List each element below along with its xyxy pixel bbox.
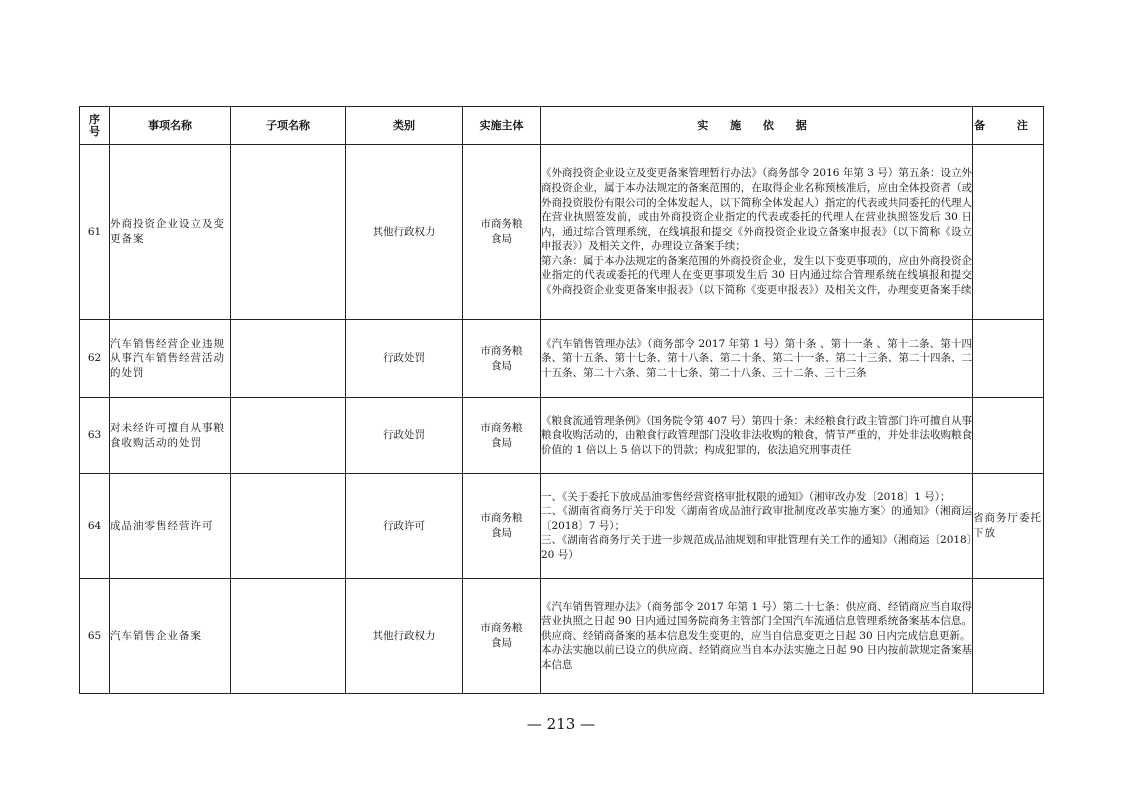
header-basis: 实 施 依 据	[541, 107, 973, 145]
row-type: 行政许可	[346, 474, 463, 579]
row-no: 61	[80, 145, 110, 320]
row-remark	[973, 320, 1044, 398]
row-org-text: 市商务粮食局	[480, 218, 523, 245]
header-name: 事项名称	[110, 107, 231, 145]
row-remark	[973, 579, 1044, 694]
row-sub	[231, 579, 346, 694]
row-org-text: 市商务粮食局	[480, 344, 523, 372]
row-org	[463, 398, 541, 474]
row-remark	[973, 398, 1044, 474]
row-type: 其他行政权力	[346, 579, 463, 694]
row-basis	[541, 320, 973, 398]
row-name: 成品油零售经营许可	[110, 474, 231, 579]
basis-paragraph: 三、《湖南省商务厅关于进一步规范成品油规划和审批管理有关工作的通知》（湘商运〔2018〕20 号）	[541, 534, 972, 561]
basis-paragraph: 《汽车销售管理办法》（商务部令 2017 年第 1 号）第十条 、第十一条 、第十二条、第十四条、第十五条、第十七条、第十八条、第二十条、第二十一条、第二十三条、第二十四条、二十五条、第二十六条、第二十七条、第二十八条、三十二条、三十三条	[541, 337, 972, 379]
header-no: 序号	[80, 107, 110, 145]
row-name: 对未经许可擅自从事粮食收购活动的处罚	[110, 398, 231, 474]
table-row	[80, 320, 1044, 398]
header-remark: 备 注	[973, 107, 1044, 145]
page-number: — 213 —	[526, 715, 596, 733]
row-type: 行政处罚	[346, 320, 463, 398]
basis-paragraph: 本办法实施以前已设立的供应商、经销商应当自本办法实施之日起 90 日内按前款规定备案基本信息	[541, 644, 972, 671]
row-no: 65	[80, 579, 110, 694]
header-org: 实施主体	[463, 107, 541, 145]
row-type: 其他行政权力	[346, 145, 463, 320]
basis-paragraph: 二、《湖南省商务厅关于印发〈湖南省成品油行政审批制度改革实施方案〉的通知》（湘商运〔2018〕7 号）；	[541, 505, 972, 532]
row-sub	[231, 145, 346, 320]
basis-paragraph: 第六条：属于本办法规定的备案范围的外商投资企业，发生以下变更事项的，应由外商投资企业指定的代表或委托的代理人在变更事项发生后 30 日内通过综合管理系统在线填报和提交《外商投资企业变更备案申报表》（以下简称《变更申报表》）及相关文件，办理变更备案手续	[541, 254, 972, 297]
table-row	[80, 145, 1044, 320]
basis-paragraph: 《粮食流通管理条例》（国务院令第 407 号）第四十条：未经粮食行政主管部门许可擅自从事粮食收购活动的，由粮食行政管理部门没收非法收购的粮食，情节严重的，并处非法收购粮食价值的 1 倍以上 5 倍以下的罚款；构成犯罪的，依法追究刑事责任	[541, 414, 972, 456]
row-org-text: 市商务粮食局	[480, 512, 523, 539]
row-sub	[231, 474, 346, 579]
row-org-text: 市商务粮食局	[480, 622, 523, 649]
row-org	[463, 320, 541, 398]
basis-paragraph: 《汽车销售管理办法》（商务部令 2017 年第 1 号）第二十七条：供应商、经销商应当自取得营业执照之日起 90 日内通过国务院商务主管部门全国汽车流通信息管理系统备案基本信息。供应商、经销商备案的基本信息发生变更的，应当自信息变更之日起 30 日内完成信息更新。	[541, 600, 972, 642]
table-row	[80, 398, 1044, 474]
header-row	[80, 107, 1044, 145]
row-name: 外商投资企业设立及变更备案	[110, 145, 231, 320]
header-type: 类别	[346, 107, 463, 145]
row-basis	[541, 579, 973, 694]
matters-table	[79, 106, 1044, 694]
row-no: 63	[80, 398, 110, 474]
row-org	[463, 579, 541, 694]
row-basis	[541, 398, 973, 474]
row-basis	[541, 145, 973, 320]
table-row	[80, 474, 1044, 579]
basis-paragraph: 一、《关于委托下放成品油零售经营资格审批权限的通知》（湘审改办发〔2018〕1 号）；	[541, 490, 951, 503]
row-remark	[973, 145, 1044, 320]
table-row	[80, 579, 1044, 694]
row-basis	[541, 474, 973, 579]
row-org	[463, 145, 541, 320]
row-sub	[231, 320, 346, 398]
row-org	[463, 474, 541, 579]
row-sub	[231, 398, 346, 474]
row-org-text: 市商务粮食局	[480, 421, 523, 449]
row-type: 行政处罚	[346, 398, 463, 474]
row-remark: 省商务厅委托下放	[973, 474, 1044, 579]
row-name: 汽车销售企业备案	[110, 579, 231, 694]
basis-paragraph: 《外商投资企业设立及变更备案管理暂行办法》（商务部令 2016 年第 3 号）第五条：设立外商投资企业，属于本办法规定的备案范围的，在取得企业名称预核准后，应由全体投资者（或外商投资股份有限公司的全体发起人，以下简称全体发起人）指定的代表或共同委托的代理人在营业执照签发前，或由外商投资企业指定的代表或委托的代理人在营业执照签发后 30 日内，通过综合管理系统，在线填报和提交《外商投资企业设立备案申报表》（以下简称《设立申报表》）及相关文件，办理设立备案手续；	[541, 167, 972, 253]
row-name: 汽车销售经营企业违规从事汽车销售经营活动的处罚	[110, 320, 231, 398]
row-no: 64	[80, 474, 110, 579]
header-sub: 子项名称	[231, 107, 346, 145]
row-no: 62	[80, 320, 110, 398]
